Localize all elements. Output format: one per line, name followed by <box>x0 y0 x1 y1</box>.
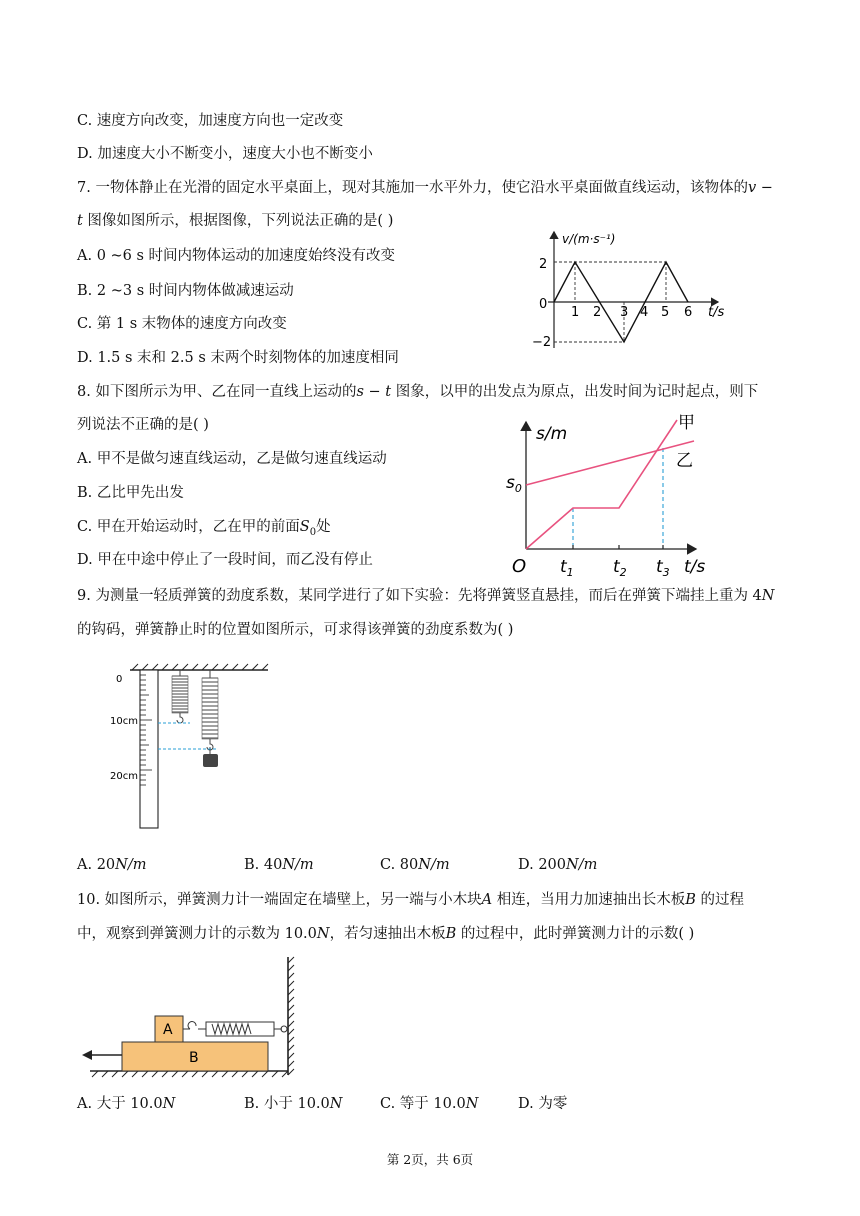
q7-option-d: D. 1.5 s 末和 2.5 s 末两个时刻物体的加速度相同 <box>77 350 399 366</box>
q8-t3: $t_3$ <box>656 557 670 579</box>
q9-spring-figure <box>100 658 280 836</box>
q7-stem-line2 <box>77 211 393 231</box>
q7-xtick-6: 6 <box>684 305 693 320</box>
q10-spring-scale <box>183 1022 287 1036</box>
q8-ylabel: s/m <box>536 424 568 444</box>
q8-option-b: B. 乙比甲先出发 <box>77 485 184 501</box>
q9-stem-line2: 的钩码，弹簧静止时的位置如图所示，可求得该弹簧的劲度系数为( ) <box>77 622 514 638</box>
q7-stem-text2: 图像如图所示，根据图像，下列说法正确的是( ) <box>82 213 394 229</box>
q8-stem-text: 8. 如下图所示为甲、乙在同一直线上运动的 <box>77 384 357 400</box>
q7-xtick-1: 1 <box>571 305 580 320</box>
q9-spring-unloaded <box>172 670 188 723</box>
q8-option-c <box>77 517 331 543</box>
q9-stem-text: 9. 为测量一轻质弹簧的劲度系数，某同学进行了如下实验：先将弹簧竖直悬挂，而后在弹簧下端挂上重为 4 <box>77 588 762 604</box>
q7-ytick-m2: −2 <box>532 335 552 350</box>
q8-xlabel: t/s <box>684 557 706 577</box>
q7-ytick-2: 2 <box>539 257 548 272</box>
q8-yi-line <box>526 441 694 485</box>
q9-label-10cm: 10cm <box>110 716 138 727</box>
q9-spring-loaded <box>202 670 218 754</box>
q9-ceiling-hatch <box>132 664 268 670</box>
q9-ruler <box>140 670 158 828</box>
q7-option-b: B. 2 ~3 s 时间内物体做减速运动 <box>77 283 294 299</box>
q8-option-c-text-b: 处 <box>316 519 331 535</box>
page-footer: 第 2页，共 6页 <box>386 1152 474 1167</box>
q9-option-a: A. 20N/m <box>77 857 147 873</box>
q7-stem-var2: t <box>77 213 83 229</box>
q7-ytick-0: 0 <box>539 297 548 312</box>
q8-stem-line2: 列说法不正确的是( ) <box>77 417 209 433</box>
q9-stem-line1 <box>77 586 774 606</box>
q8-option-c-text: C. 甲在开始运动时，乙在甲的前面 <box>77 519 300 535</box>
q7-ylabel: v/(m·s⁻¹) <box>562 232 616 246</box>
q9-weight <box>203 754 218 767</box>
q8-stem-var: s − t <box>356 384 392 400</box>
q10-option-c: C. 等于 10.0N <box>380 1096 479 1112</box>
q7-xlabel: t/s <box>708 305 725 320</box>
q7-xtick-3: 3 <box>620 305 629 320</box>
q10-stem-line1: 10. 如图所示，弹簧测力计一端固定在墙壁上，另一端与小木块A 相连，当用力加速抽出长木板B 的过程 <box>77 892 745 908</box>
q10-label-b: B <box>189 1050 199 1066</box>
q7-stem-line1 <box>77 178 773 198</box>
q10-option-a: A. 大于 10.0N <box>77 1096 176 1112</box>
q6-option-d: D. 加速度大小不断变小，速度大小也不断变小 <box>77 146 373 162</box>
q10-figure <box>76 955 306 1085</box>
q8-yi-label: 乙 <box>676 451 693 471</box>
q8-option-d: D. 甲在中途中停止了一段时间，而乙没有停止 <box>77 552 373 568</box>
q8-t2: $t_2$ <box>613 557 627 579</box>
q10-option-b: B. 小于 10.0N <box>244 1096 343 1112</box>
q8-s0: $s_0$ <box>506 473 522 495</box>
q7-option-c: C. 第 1 s 末物体的速度方向改变 <box>77 316 287 332</box>
q10-wall-hatch <box>288 957 294 1075</box>
q8-t1: $t_1$ <box>560 557 574 579</box>
q8-option-c-sub: 0 <box>309 526 317 538</box>
q9-stem-var: N <box>761 588 775 604</box>
q9-label-20cm: 20cm <box>110 771 138 782</box>
q8-jia-label: 甲 <box>678 413 695 433</box>
q10-floor-hatch <box>92 1071 288 1077</box>
q10-option-d: D. 为零 <box>518 1096 568 1112</box>
q10-stem-line2: 中，观察到弹簧测力计的示数为 10.0N，若匀速抽出木板B 的过程中，此时弹簧测力计的示数( ) <box>77 926 695 942</box>
q7-xtick-5: 5 <box>661 305 670 320</box>
q10-arrow-head <box>82 1050 92 1060</box>
q9-option-b: B. 40N/m <box>244 857 314 873</box>
q8-stem-text-b: 图象，以甲的出发点为原点，出发时间为记时起点，则下 <box>391 384 759 400</box>
q8-option-a: A. 甲不是做匀速直线运动，乙是做匀速直线运动 <box>77 451 387 467</box>
q10-label-a: A <box>163 1022 173 1038</box>
q8-origin: O <box>512 556 527 577</box>
q6-option-c: C. 速度方向改变，加速度方向也一定改变 <box>77 113 344 129</box>
q7-option-a: A. 0 ~6 s 时间内物体运动的加速度始终没有改变 <box>77 248 396 264</box>
q7-stem-text: 7. 一物体静止在光滑的固定水平桌面上，现对其施加一水平外力，使它沿水平桌面做直线运动，该物体的 <box>77 180 748 196</box>
q8-stem-line1 <box>77 382 758 402</box>
q7-vt-graph <box>530 226 740 351</box>
q9-option-d: D. 200N/m <box>518 857 598 873</box>
q9-option-c: C. 80N/m <box>380 857 450 873</box>
q9-label-0: 0 <box>116 674 123 685</box>
q8-st-graph <box>500 408 720 580</box>
q7-xtick-4: 4 <box>640 305 649 320</box>
q7-stem-var: v − <box>747 180 773 196</box>
q8-option-c-var: S <box>299 519 310 535</box>
q7-xtick-2: 2 <box>593 305 602 320</box>
